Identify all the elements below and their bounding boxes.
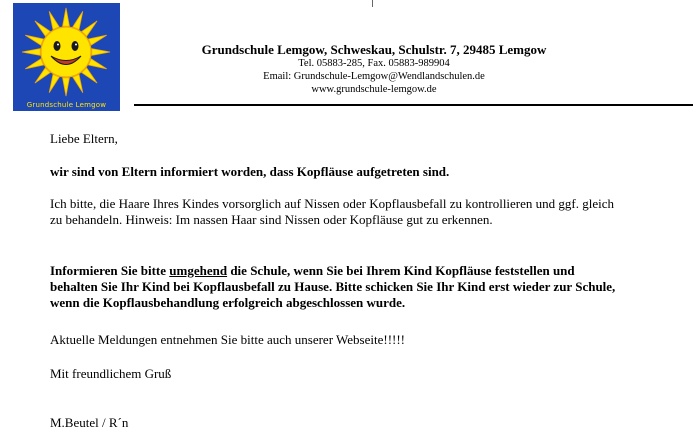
- paragraph-check-hair: Ich bitte, die Haare Ihres Kindes vorsorglich auf Nissen oder Kopflausbefall zu kontrollieren und ggf. gleich zu behandeln. Hinweis: Im nassen Haar sind Nissen oder Kopfläuse gut zu erkennen.: [50, 196, 615, 227]
- sun-ray: [63, 8, 70, 26]
- sun-ray: [22, 49, 40, 56]
- sun-ray: [49, 11, 59, 29]
- salutation: Liebe Eltern,: [50, 131, 118, 146]
- para2-emphasis: umgehend: [169, 263, 228, 278]
- page-fold-mark: [372, 0, 373, 7]
- website-url: www.grundschule-lemgow.de: [311, 84, 437, 95]
- closing: Mit freundlichem Gruß: [50, 366, 172, 381]
- sun-ray: [92, 49, 110, 56]
- para2-start: Informieren Sie bitte: [50, 263, 170, 278]
- header-divider: [134, 104, 693, 106]
- sun-ray: [89, 59, 107, 69]
- sun-ray: [25, 59, 43, 69]
- sun-ray: [89, 35, 107, 45]
- intro-bold: wir sind von Eltern informiert worden, dass Kopfläuse aufgetreten sind.: [50, 164, 450, 179]
- sun-ray: [49, 75, 59, 93]
- school-address: Grundschule Lemgow, Schweskau, Schulstr. 7, 29485 Lemgow: [201, 42, 547, 57]
- phone-fax: Tel. 05883-285, Fax. 05883-989904: [298, 58, 450, 69]
- letterhead: [150, 42, 598, 96]
- logo-caption: Grundschule Lemgow: [26, 101, 107, 109]
- school-logo: [13, 3, 120, 111]
- sun-ray: [63, 78, 70, 96]
- para2-rest: die Schule, wenn Sie bei Ihrem Kind Kopfläuse feststellen und behalten Sie Ihr Kind bei Kopflausbefall zu Hause. Bitte schicken Sie Ihr Kind erst wieder zur Schule, wenn die Kopflausbehandlung erfolgreich abgeschlossen wurde.: [50, 263, 616, 310]
- paragraph-website: Aktuelle Meldungen entnehmen Sie bitte auch unserer Webseite!!!!!: [50, 332, 406, 347]
- sun-icon: [13, 3, 120, 111]
- paragraph-inform-school: [50, 263, 620, 311]
- email-address: Email: Grundschule-Lemgow@Wendlandschulen.de: [263, 71, 485, 82]
- sun-ray: [73, 75, 83, 93]
- sun-ray: [25, 35, 43, 45]
- sun-ray: [73, 11, 83, 29]
- signature: M.Beutel / R´n: [50, 415, 129, 430]
